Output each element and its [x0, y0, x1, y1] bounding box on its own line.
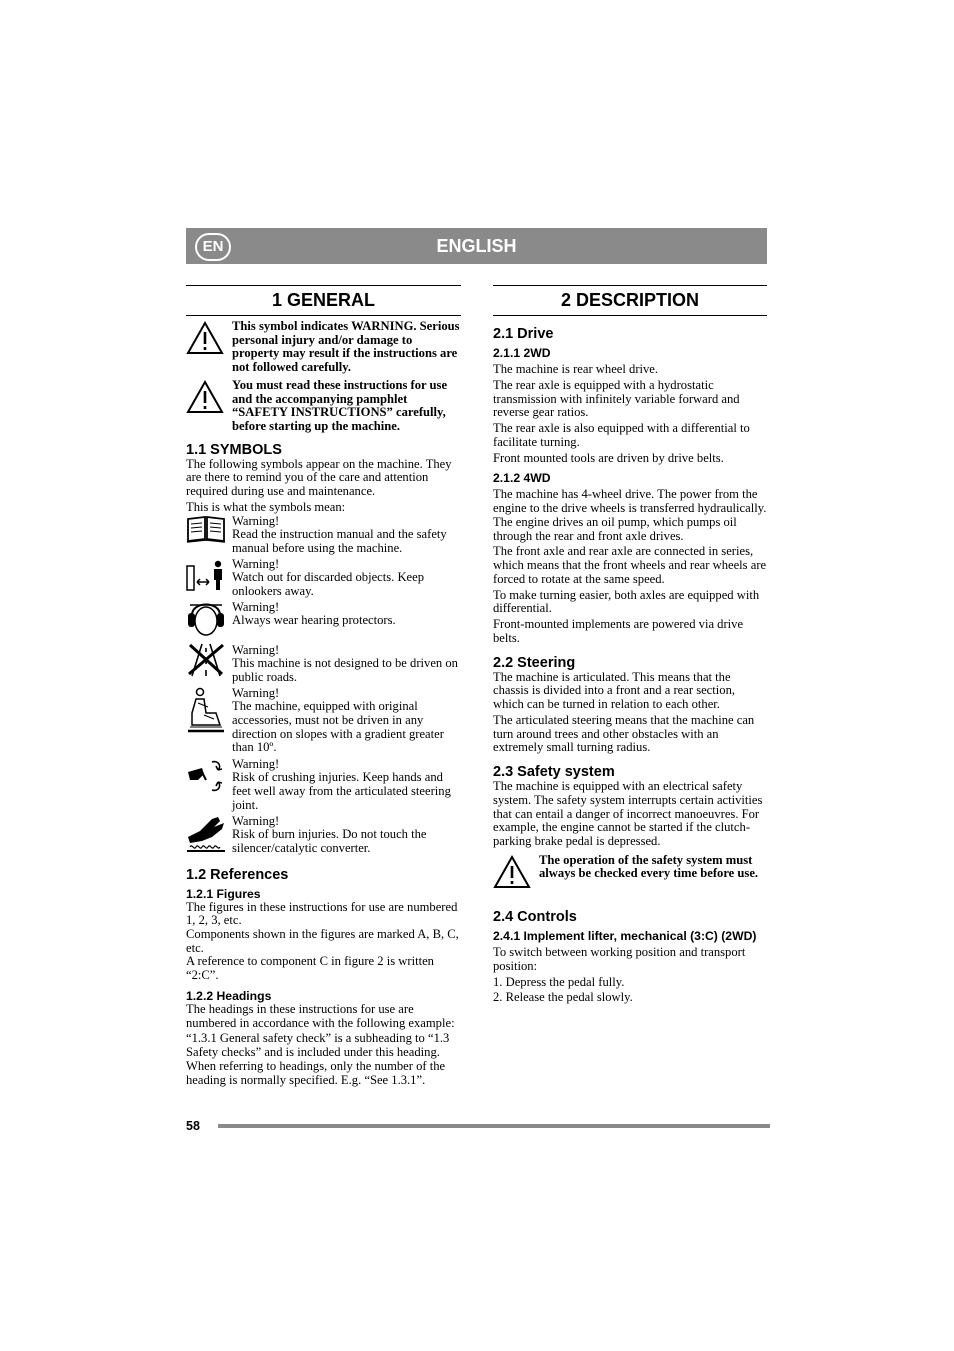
warning-triangle-icon — [493, 854, 531, 890]
symbol-item — [186, 758, 461, 815]
drive-text-5: The machine has 4-wheel drive. The power from the engine to the drive wheels is transferred hydraulically. The engine drives an oil pump, which pumps oil through the rear and front axle drives. — [493, 487, 767, 543]
warning-triangle-icon — [186, 379, 224, 415]
symbol-label: Warning! — [232, 642, 280, 657]
heading-symbols: 1.1 SYMBOLS — [186, 441, 282, 458]
figures-text-1: The figures in these instructions for use are numbered 1, 2, 3, etc. — [186, 899, 458, 928]
language-badge: EN — [195, 233, 231, 261]
warning-block — [186, 379, 461, 434]
controls-text-1: To switch between working position and transport position: — [493, 945, 746, 973]
warning-block — [493, 854, 767, 881]
heading-headings: 1.2.2 Headings — [186, 988, 272, 1003]
drive-text-2: The rear axle is equipped with a hydrostatic transmission with infinitely variable forward and reverse gear ratios. — [493, 377, 740, 420]
figures-text-3: A reference to component C in figure 2 is written “2:C”. — [186, 954, 434, 983]
heading-figures: 1.2.1 Figures — [186, 886, 261, 901]
discarded-objects-icon — [186, 560, 226, 592]
heading-controls: 2.4 Controls — [493, 909, 577, 926]
symbol-text: Risk of crushing injuries. Keep hands and feet well away from the articulated steering joint. — [232, 770, 451, 812]
drive-text-8: Front-mounted implements are powered via drive belts. — [493, 617, 744, 646]
warning-text: This symbol indicates WARNING. Serious personal injury and/or damage to property may result if the instructions are not followed carefully. — [232, 319, 460, 375]
page-number: 58 — [186, 1119, 200, 1133]
drive-text-3: The rear axle is also equipped with a differential to facilitate turning. — [493, 421, 750, 449]
symbol-text: Watch out for discarded objects. Keep onlookers away. — [232, 570, 425, 599]
symbol-text: This machine is not designed to be driven on public roads. — [232, 656, 458, 685]
symbol-item — [186, 687, 461, 758]
footer-rule — [218, 1124, 770, 1128]
heading-4wd: 2.1.2 4WD — [493, 471, 551, 486]
left-column — [186, 285, 461, 1087]
symbol-text: The machine, equipped with original accessories, must not be driven in any direction on slopes with a gradient greater than 10º. — [232, 699, 444, 755]
crushing-hazard-icon — [186, 758, 226, 794]
heading-safety-system: 2.3 Safety system — [493, 764, 615, 781]
figures-text-2: Components shown in the figures are marked A, B, C, etc. — [186, 927, 459, 955]
steering-text-1: The machine is articulated. This means that the chassis is divided into a front and a rear section, which can be turned in relation to each other. — [493, 669, 736, 712]
list-item: 1. Depress the pedal fully. — [493, 974, 625, 989]
controls-steps — [493, 976, 767, 1005]
symbol-text: Read the instruction manual and the safety manual before using the machine. — [232, 527, 447, 556]
symbol-item — [186, 644, 461, 687]
symbol-label: Warning! — [232, 756, 280, 771]
warning-text: You must read these instructions for use and the accompanying pamphlet “SAFETY INSTRUCTIONS” carefully, before starting up the machine. — [232, 377, 448, 433]
symbol-item — [186, 558, 461, 601]
warning-triangle-icon — [186, 320, 224, 356]
headings-text-3: When referring to headings, only the number of the heading is normally specified. E.g. “See 1.3.1”. — [186, 1058, 446, 1087]
warning-text: The operation of the safety system must always be checked every time before use. — [539, 852, 759, 881]
drive-text-1: The machine is rear wheel drive. — [493, 362, 659, 376]
safety-text-1: The machine is equipped with an electrical safety system. The safety system interrupts certain activities that can entail a danger of incorrect manoeuvres. For example, the engine cannot be started if the clutch-parking brake pedal is depressed. — [493, 779, 763, 848]
language-banner — [186, 228, 767, 264]
headings-text-2: “1.3.1 General safety check” is a subheading to “1.3 Safety checks” and is included under this heading. — [186, 1031, 450, 1060]
symbol-item — [186, 515, 461, 558]
warning-block — [186, 320, 461, 375]
symbol-label: Warning! — [232, 599, 280, 614]
symbols-intro-2: This is what the symbols mean: — [186, 499, 346, 514]
heading-steering: 2.2 Steering — [493, 654, 576, 671]
symbol-label: Warning! — [232, 813, 280, 828]
heading-references: 1.2 References — [186, 866, 289, 883]
symbol-label: Warning! — [232, 513, 280, 528]
headings-text-1: The headings in these instructions for use are numbered in accordance with the following example: — [186, 1001, 455, 1030]
section-title-description: 2 DESCRIPTION — [493, 285, 767, 316]
symbol-label: Warning! — [232, 556, 280, 571]
hot-surface-icon — [186, 813, 226, 853]
heading-implement-lifter: 2.4.1 Implement lifter, mechanical (3:C) (2WD) — [493, 929, 757, 944]
language-title: ENGLISH — [436, 236, 517, 256]
symbol-item — [186, 815, 461, 858]
drive-text-6: The front axle and rear axle are connected in series, which means that the front wheels and rear wheels are forced to rotate at the same speed. — [493, 544, 767, 586]
heading-drive: 2.1 Drive — [493, 326, 554, 342]
symbol-text: Risk of burn injuries. Do not touch the silencer/catalytic converter. — [232, 827, 427, 856]
section-title-general: 1 GENERAL — [186, 285, 461, 316]
symbol-label: Warning! — [232, 685, 280, 700]
hearing-protector-icon — [186, 597, 226, 637]
symbol-text: Always wear hearing protectors. — [232, 613, 396, 628]
drive-text-4: Front mounted tools are driven by drive belts. — [493, 450, 724, 465]
symbols-intro: The following symbols appear on the machine. They are there to remind you of the care and attention required during use and maintenance. — [186, 456, 452, 499]
manual-book-icon — [186, 515, 226, 543]
slope-gradient-icon — [186, 687, 226, 735]
no-public-road-icon — [186, 642, 226, 678]
list-item: 2. Release the pedal slowly. — [493, 990, 633, 1005]
symbol-item — [186, 601, 461, 644]
drive-text-7: To make turning easier, both axles are equipped with differential. — [493, 587, 760, 616]
heading-2wd: 2.1.1 2WD — [493, 346, 551, 360]
steering-text-2: The articulated steering means that the machine can turn around trees and other obstacles with an extremely small turning radius. — [493, 713, 755, 755]
right-column — [493, 285, 767, 1005]
